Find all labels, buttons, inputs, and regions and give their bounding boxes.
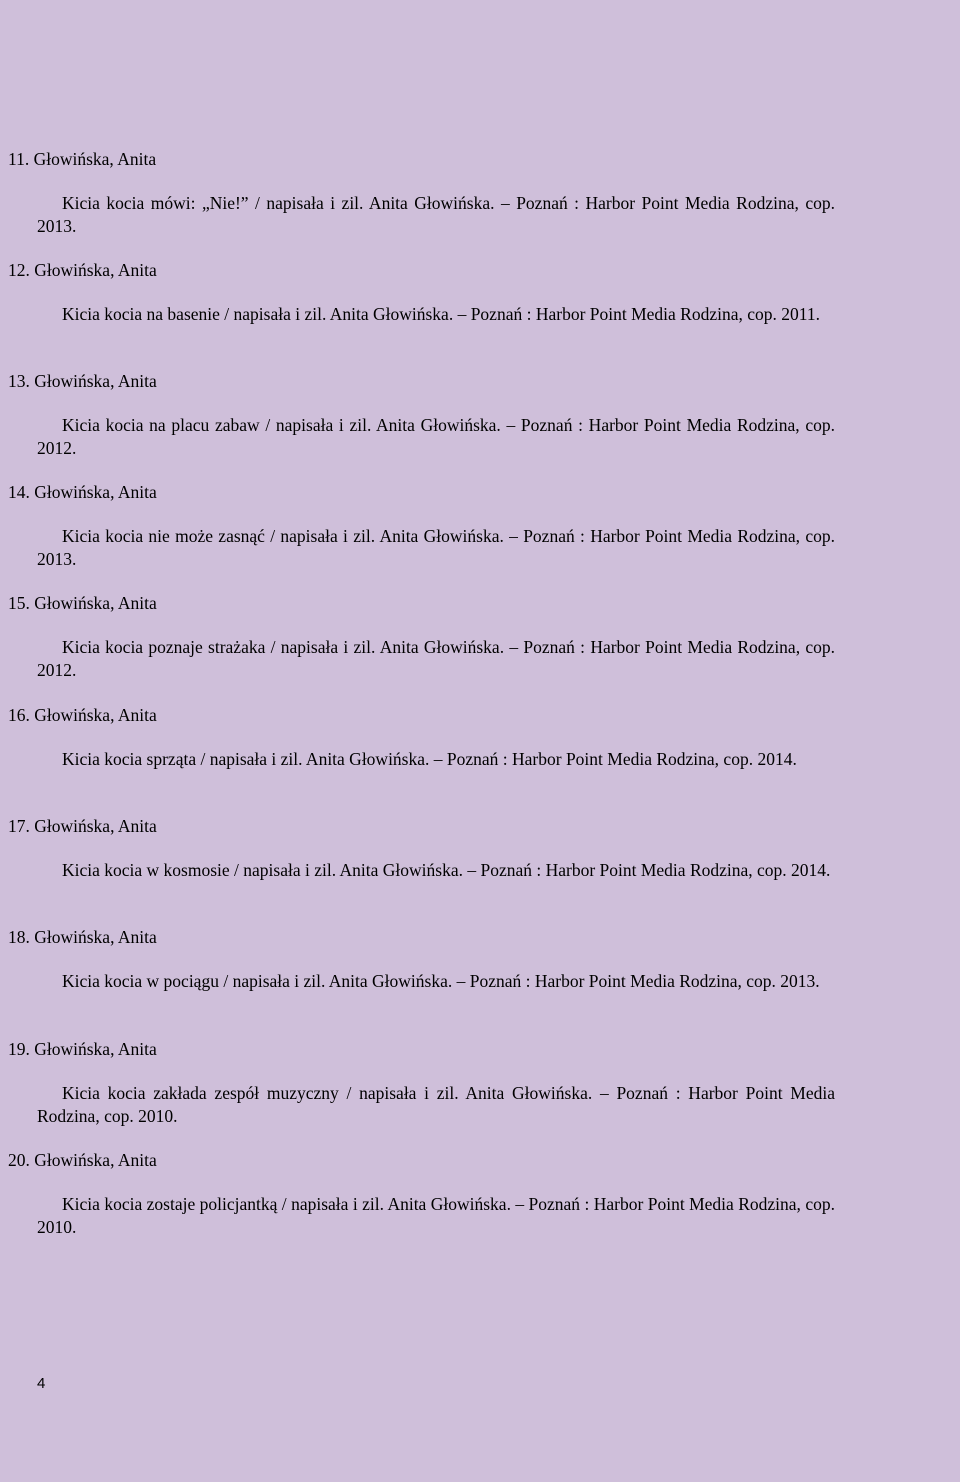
entry-heading: 20. Głowińska, Anita	[8, 1150, 157, 1170]
entry-heading: 18. Głowińska, Anita	[8, 927, 157, 947]
entry-description: Kicia kocia sprząta / napisała i zil. Anita Głowińska. – Poznań : Harbor Point Media Rodzina, cop. 2014.	[62, 749, 797, 769]
entry-description: Kicia kocia na placu zabaw / napisała i zil. Anita Głowińska. – Poznań : Harbor Point Media Rodzina, cop. 2012.	[37, 415, 835, 458]
entry-description: Kicia kocia na basenie / napisała i zil. Anita Głowińska. – Poznań : Harbor Point Media Rodzina, cop. 2011.	[62, 304, 820, 324]
entry-description: Kicia kocia mówi: „Nie!” / napisała i zil. Anita Głowińska. – Poznań : Harbor Point Media Rodzina, cop. 2013.	[37, 193, 835, 236]
entry-heading: 16. Głowińska, Anita	[8, 705, 157, 725]
entry-description: Kicia kocia zakłada zespół muzyczny / napisała i zil. Anita Głowińska. – Poznań : Harbor Point Media Rodzina, cop. 2010.	[37, 1083, 835, 1126]
entry-description: Kicia kocia zostaje policjantką / napisała i zil. Anita Głowińska. – Poznań : Harbor Point Media Rodzina, cop. 2010.	[37, 1194, 835, 1237]
entry-heading: 13. Głowińska, Anita	[8, 371, 157, 391]
entry-heading: 12. Głowińska, Anita	[8, 260, 157, 280]
entry-heading: 11. Głowińska, Anita	[8, 149, 157, 169]
entry-heading: 14. Głowińska, Anita	[8, 482, 157, 502]
entry-heading: 19. Głowińska, Anita	[8, 1039, 157, 1059]
entry-heading: 15. Głowińska, Anita	[8, 593, 157, 613]
entry-description: Kicia kocia poznaje strażaka / napisała i zil. Anita Głowińska. – Poznań : Harbor Point Media Rodzina, cop. 2012.	[37, 637, 835, 680]
page-number: 4	[37, 1375, 46, 1392]
entry-description: Kicia kocia nie może zasnąć / napisała i zil. Anita Głowińska. – Poznań : Harbor Point Media Rodzina, cop. 2013.	[37, 526, 835, 569]
entry-heading: 17. Głowińska, Anita	[8, 816, 157, 836]
entry-description: Kicia kocia w kosmosie / napisała i zil. Anita Głowińska. – Poznań : Harbor Point Media Rodzina, cop. 2014.	[62, 860, 831, 880]
entry-description: Kicia kocia w pociągu / napisała i zil. Anita Głowińska. – Poznań : Harbor Point Media Rodzina, cop. 2013.	[62, 971, 820, 991]
